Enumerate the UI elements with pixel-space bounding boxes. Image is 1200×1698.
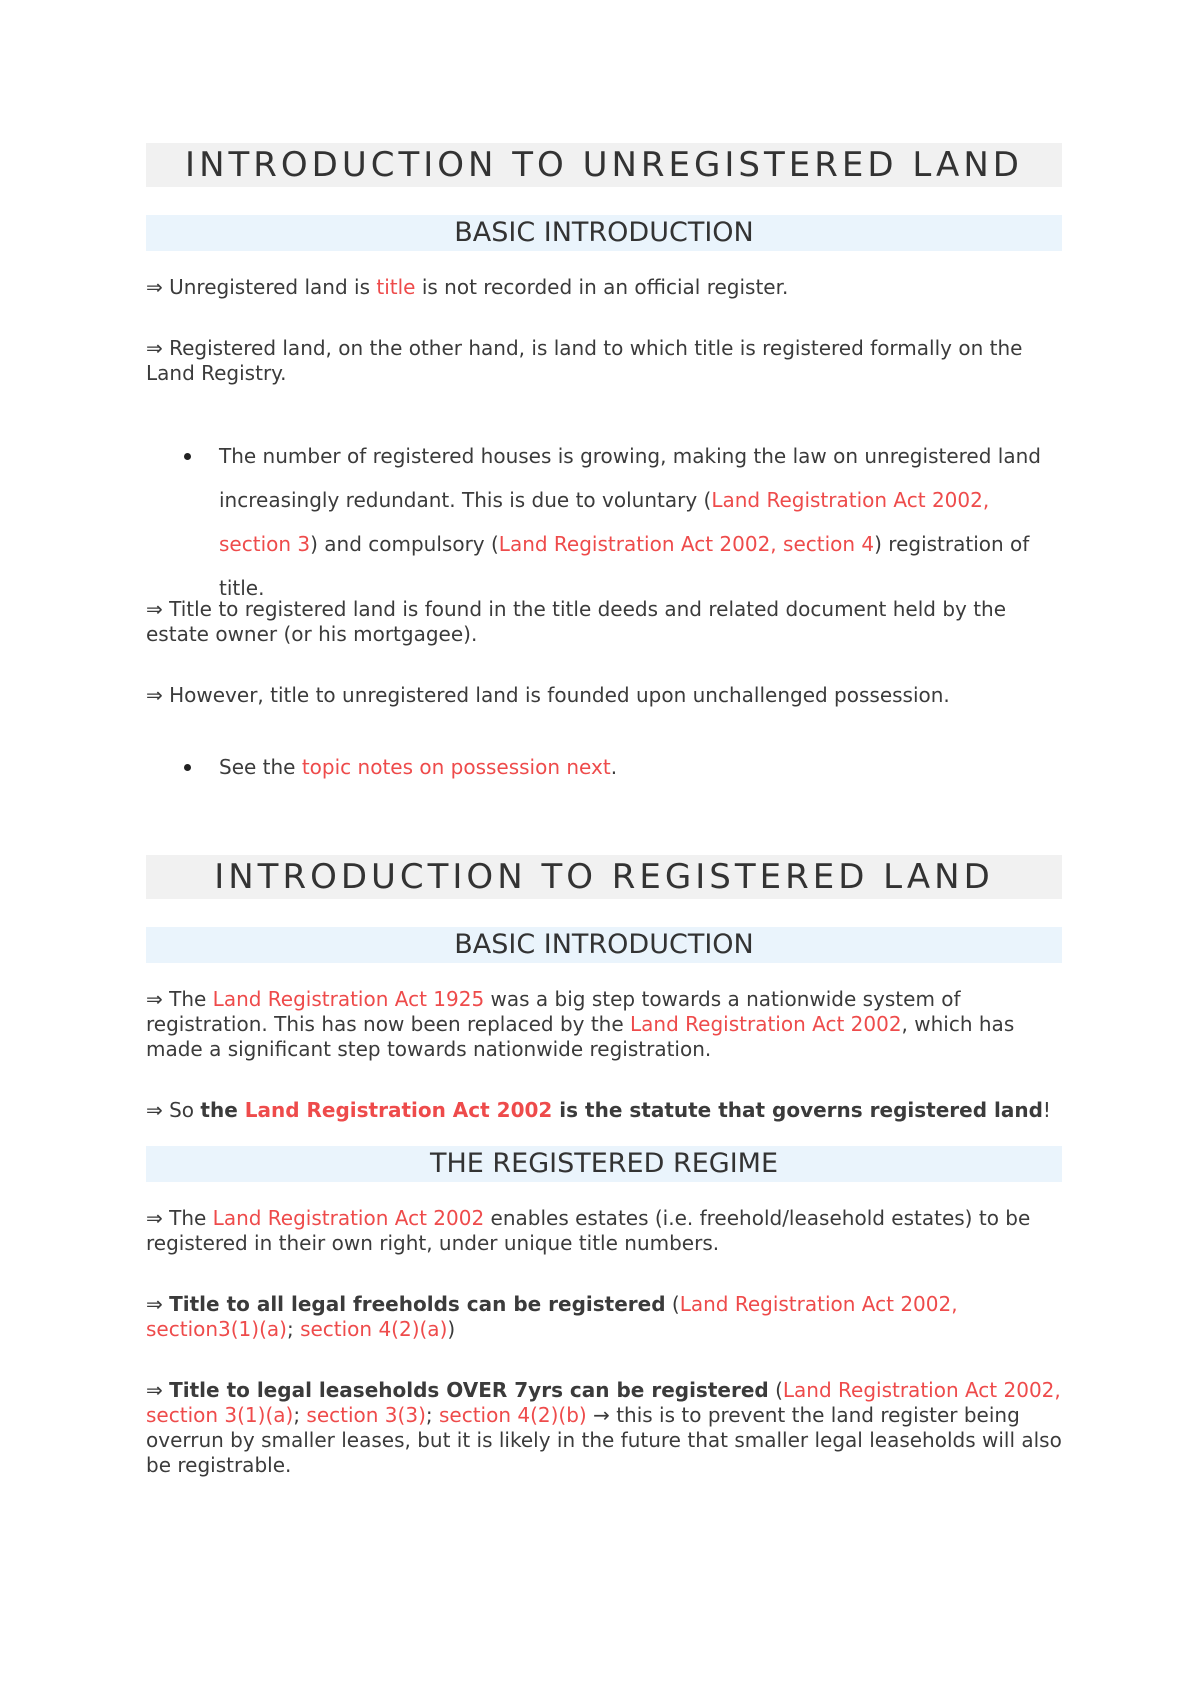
text: ; xyxy=(286,1317,301,1341)
paragraph xyxy=(146,1292,1062,1342)
text: was a big step towards a nationwide system of registration. This has now been replaced by the xyxy=(146,987,961,1036)
text: ! xyxy=(1042,1098,1051,1122)
heading-unregistered-land: INTRODUCTION TO UNREGISTERED LAND xyxy=(146,143,1062,187)
text: → this is to prevent the land register being overrun by smaller leases, but it is likely in the future that smaller legal leaseholds will also be registrable. xyxy=(146,1403,1062,1477)
paragraph xyxy=(146,1098,1062,1123)
statute-link[interactable]: Land Registration Act 1925 xyxy=(212,987,485,1011)
bold-text: Title to all legal freeholds can be registered xyxy=(169,1292,666,1316)
text: ⇒ The xyxy=(146,1206,213,1230)
text: ⇒ xyxy=(146,1378,170,1402)
statute-link[interactable]: Land Registration Act 2002, section3(1)(a) xyxy=(146,1292,958,1341)
subheading-registered-regime: THE REGISTERED REGIME xyxy=(146,1146,1062,1182)
topic-notes-link[interactable]: topic notes on possession next xyxy=(301,755,611,779)
bullet-list xyxy=(146,434,1062,610)
statute-link[interactable]: Land Registration Act 2002, section 4 xyxy=(498,532,875,556)
bullet-icon xyxy=(184,453,191,460)
text: ⇒ So xyxy=(146,1098,201,1122)
text: ( xyxy=(768,1378,783,1402)
statute-link[interactable]: Land Registration Act 2002, section 3 xyxy=(219,488,990,556)
list-item xyxy=(146,745,1062,789)
text: . xyxy=(610,755,618,779)
list-item xyxy=(146,434,1062,610)
text: ) xyxy=(447,1317,456,1341)
paragraph: ⇒ However, title to unregistered land is founded upon unchallenged possession. xyxy=(146,683,950,707)
document-content xyxy=(146,143,1062,1478)
text: The number of registered houses is growing, making the law on unregistered land increasingly redundant. This is due to voluntary ( xyxy=(219,444,1041,512)
bullet-list xyxy=(146,745,1062,789)
text: ⇒ Unregistered land is xyxy=(146,275,377,299)
bullet-icon xyxy=(184,764,191,771)
statute-link[interactable]: section 3(3) xyxy=(306,1403,426,1427)
statute-link[interactable]: Land Registration Act 2002 xyxy=(212,1206,485,1230)
text: ) and compulsory ( xyxy=(310,532,499,556)
paragraph xyxy=(146,1378,1062,1478)
paragraph: ⇒ Registered land, on the other hand, is land to which title is registered formally on the Land Registry. xyxy=(146,336,1023,385)
paragraph xyxy=(146,275,1062,300)
text: the xyxy=(200,1098,245,1122)
text: ⇒ The xyxy=(146,987,213,1011)
bold-text: Title to legal leaseholds OVER 7yrs can be registered xyxy=(169,1378,769,1402)
term-link[interactable]: title xyxy=(376,275,416,299)
text: is the statute that governs registered land xyxy=(552,1098,1043,1122)
text: ; xyxy=(425,1403,439,1427)
text: , which has made a significant step towards nationwide registration. xyxy=(146,1012,1015,1061)
text: ) registration of title. xyxy=(219,532,1030,600)
text: See the xyxy=(219,755,302,779)
paragraph: ⇒ Title to registered land is found in the title deeds and related document held by the estate owner (or his mortgagee). xyxy=(146,597,1007,646)
text: is not recorded in an official register. xyxy=(415,275,789,299)
subheading-basic-introduction: BASIC INTRODUCTION xyxy=(146,927,1062,963)
heading-registered-land: INTRODUCTION TO REGISTERED LAND xyxy=(146,855,1062,899)
text: ; xyxy=(293,1403,307,1427)
bold-text xyxy=(200,1098,1042,1122)
statute-link[interactable]: Land Registration Act 2002 xyxy=(630,1012,902,1036)
statute-link[interactable]: section 4(2)(b) xyxy=(438,1403,587,1427)
text: enables estates (i.e. freehold/leasehold estates) to be registered in their own right, under unique title numbers. xyxy=(146,1206,1031,1255)
statute-link[interactable]: section 4(2)(a) xyxy=(300,1317,448,1341)
text: ( xyxy=(665,1292,680,1316)
paragraph xyxy=(146,1206,1062,1256)
statute-link[interactable]: Land Registration Act 2002 xyxy=(244,1098,553,1122)
subheading-basic-introduction: BASIC INTRODUCTION xyxy=(146,215,1062,251)
paragraph xyxy=(146,987,1062,1062)
statute-link[interactable]: Land Registration Act 2002, section 3(1)(a) xyxy=(146,1378,1061,1427)
text: ⇒ xyxy=(146,1292,170,1316)
